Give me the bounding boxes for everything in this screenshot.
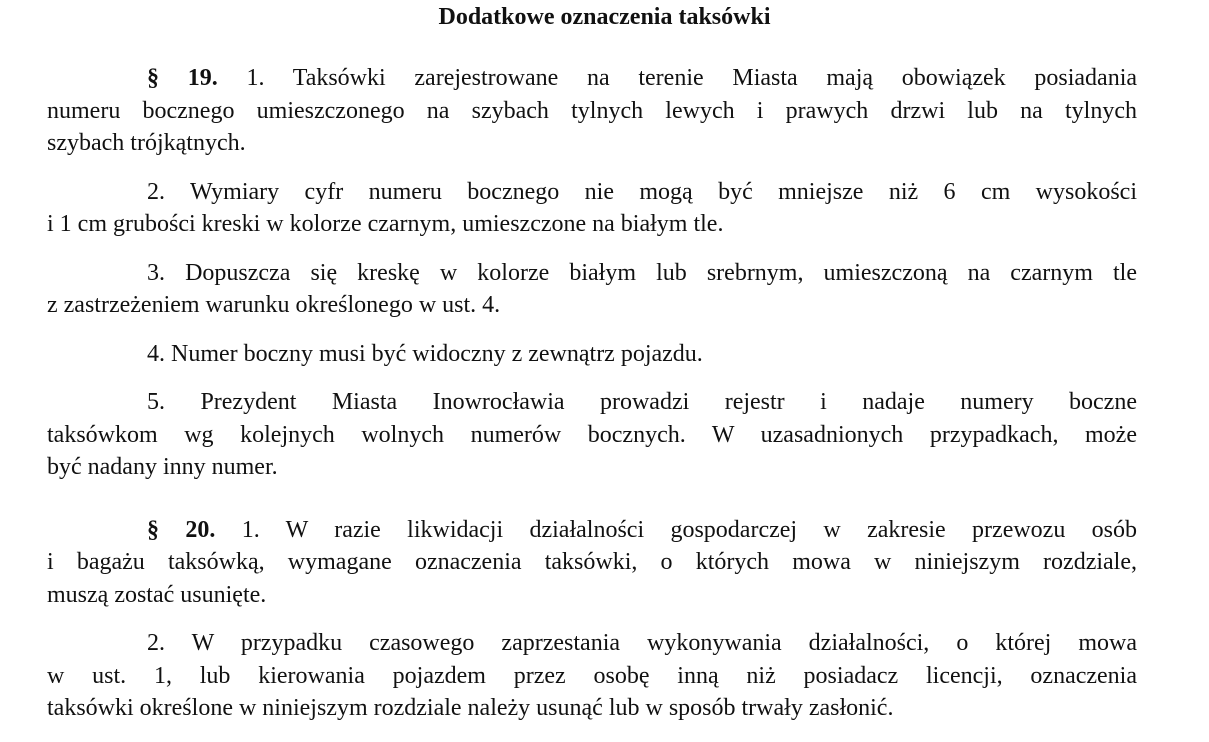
text-line [47,546,1137,579]
text-line [47,208,1137,241]
line-text: 1. Taksówki zarejestrowane na terenie Miasta mają obowiązek posiadania [246,65,1138,91]
text-line [47,62,1137,95]
line-text: z zastrzeżeniem warunku określonego w ust. 4. [47,292,501,318]
line-text: w ust. 1, lub kierowania pojazdem przez osobę inną niż posiadacz licencji, oznaczenia [47,662,1137,689]
text-line [47,386,1137,419]
line-text: taksówkom wg kolejnych wolnych numerów bocznych. W uzasadnionych przypadkach, może [47,421,1137,448]
text-line [47,338,1137,371]
line-text: 4. Numer boczny musi być widoczny z zewnątrz pojazdu. [147,340,703,367]
paragraph [47,176,1137,241]
line-text: być nadany inny numer. [47,454,278,480]
text-line [47,451,1137,484]
document-heading: Dodatkowe oznaczenia taksówki [438,4,771,30]
text-line [47,95,1137,128]
text-line [47,419,1137,452]
document-body [47,62,1137,725]
paragraph [47,257,1137,322]
line-text: 5. Prezydent Miasta Inowrocławia prowadzi rejestr i nadaje numery boczne [147,389,1137,415]
text-line [47,627,1137,660]
line-text: i bagażu taksówką, wymagane oznaczenia taksówki, o których mowa w niniejszym rozdziale, [47,549,1137,575]
section-paragraph [47,514,1137,612]
line-text: szybach trójkątnych. [47,130,246,156]
line-text: 1. W razie likwidacji działalności gospodarczej w zakresie przewozu osób [241,516,1138,543]
text-line [47,660,1137,693]
text-line [47,514,1137,547]
section-number: § 20. [147,516,216,543]
line-text: muszą zostać usunięte. [47,581,267,608]
text-line [47,579,1137,612]
paragraph [47,627,1137,725]
text-line [47,127,1137,160]
text-line [47,289,1137,322]
paragraph [47,338,1137,371]
line-text: 2. W przypadku czasowego zaprzestania wykonywania działalności, o której mowa [147,630,1137,656]
line-text: i 1 cm grubości kreski w kolorze czarnym, umieszczone na białym tle. [47,211,724,237]
line-text: taksówki określone w niniejszym rozdziale należy usunąć lub w sposób trwały zasłonić. [47,695,894,721]
paragraph [47,386,1137,484]
text-line [47,176,1137,209]
section-paragraph [47,62,1137,160]
text-line [47,692,1137,725]
line-text: numeru bocznego umieszczonego na szybach tylnych lewych i prawych drzwi lub na tylnych [47,97,1137,124]
line-text: 2. Wymiary cyfr numeru bocznego nie mogą być mniejsze niż 6 cm wysokości [147,178,1137,205]
line-text: 3. Dopuszcza się kreskę w kolorze białym lub srebrnym, umieszczoną na czarnym tle [147,259,1137,286]
text-line [47,257,1137,290]
section-number: § 19. [147,65,218,91]
